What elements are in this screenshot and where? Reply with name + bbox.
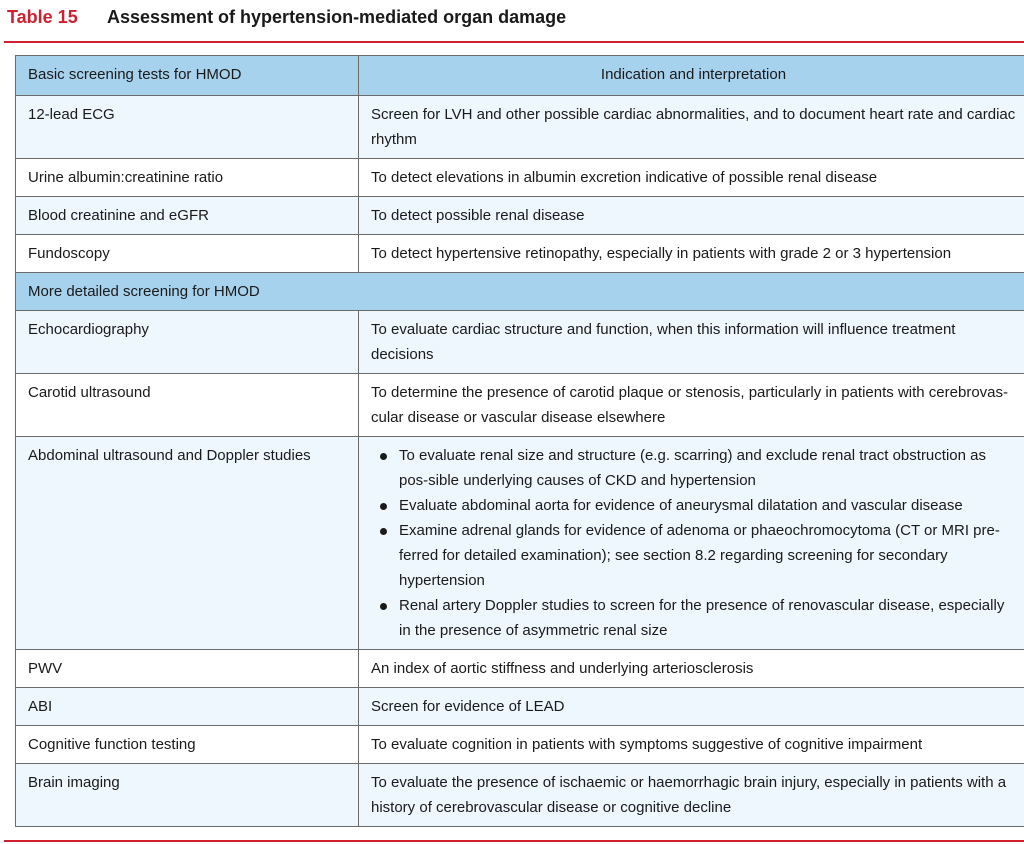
table-row xyxy=(16,688,1024,726)
indication-text: To evaluate cognition in patients with symptoms suggestive of cognitive impairment xyxy=(359,726,1024,764)
indication-text: To evaluate the presence of ischaemic or haemorrhagic brain injury, especially in patients with a history of cerebrovascular disease or cognitive decline xyxy=(359,764,1024,827)
table-row xyxy=(16,235,1024,273)
table-row xyxy=(16,764,1024,827)
section-heading: More detailed screening for HMOD xyxy=(16,273,1024,311)
test-name: Brain imaging xyxy=(16,764,359,827)
hmod-table xyxy=(15,55,1024,827)
table-row xyxy=(16,726,1024,764)
test-name: 12-lead ECG xyxy=(16,96,359,159)
table-row xyxy=(16,96,1024,159)
table-row xyxy=(16,437,1024,650)
test-name: Cognitive function testing xyxy=(16,726,359,764)
test-name: Carotid ultrasound xyxy=(16,374,359,437)
indication-text: To evaluate cardiac structure and function, when this information will influence treatment decisions xyxy=(359,311,1024,374)
list-item: Renal artery Doppler studies to screen for the presence of renovascular disease, especially in the presence of asymmetric renal size xyxy=(379,593,1016,643)
table-row xyxy=(16,311,1024,374)
indication-text: To detect elevations in albumin excretion indicative of possible renal disease xyxy=(359,159,1024,197)
indication-list-cell xyxy=(359,437,1024,650)
list-item: Examine adrenal glands for evidence of adenoma or phaeochromocytoma (CT or MRI pre-ferred for detailed examination); see section 8.2 regarding screening for secondary hypertension xyxy=(379,518,1016,593)
table-row xyxy=(16,650,1024,688)
test-name: Abdominal ultrasound and Doppler studies xyxy=(16,437,359,650)
list-item: Evaluate abdominal aorta for evidence of aneurysmal dilatation and vascular disease xyxy=(379,493,1016,518)
indication-text: Screen for evidence of LEAD xyxy=(359,688,1024,726)
test-name: Echocardiography xyxy=(16,311,359,374)
column-header-indication: Indication and interpretation xyxy=(359,56,1024,96)
list-item: To evaluate renal size and structure (e.g. scarring) and exclude renal tract obstruction as pos-sible underlying causes of CKD and hypertension xyxy=(379,443,1016,493)
test-name: PWV xyxy=(16,650,359,688)
column-header-test: Basic screening tests for HMOD xyxy=(16,56,359,96)
indication-bullet-list xyxy=(371,443,1016,643)
indication-text: Screen for LVH and other possible cardiac abnormalities, and to document heart rate and cardiac rhythm xyxy=(359,96,1024,159)
indication-text: To determine the presence of carotid plaque or stenosis, particularly in patients with cerebrovas-cular disease or vascular disease elsewhere xyxy=(359,374,1024,437)
table-title: Assessment of hypertension-mediated organ damage xyxy=(107,7,567,27)
indication-text: To detect possible renal disease xyxy=(359,197,1024,235)
table-row xyxy=(16,374,1024,437)
table-caption xyxy=(0,0,1024,40)
test-name: Urine albumin:creatinine ratio xyxy=(16,159,359,197)
bottom-divider xyxy=(4,840,1024,842)
table-row xyxy=(16,159,1024,197)
indication-text: An index of aortic stiffness and underlying arteriosclerosis xyxy=(359,650,1024,688)
test-name: Blood creatinine and eGFR xyxy=(16,197,359,235)
table-header-row xyxy=(16,56,1024,96)
table-row xyxy=(16,197,1024,235)
test-name: Fundoscopy xyxy=(16,235,359,273)
indication-text: To detect hypertensive retinopathy, especially in patients with grade 2 or 3 hypertension xyxy=(359,235,1024,273)
title-divider xyxy=(4,41,1024,43)
section-heading-row xyxy=(16,273,1024,311)
table-number: Table 15 xyxy=(7,7,78,27)
test-name: ABI xyxy=(16,688,359,726)
